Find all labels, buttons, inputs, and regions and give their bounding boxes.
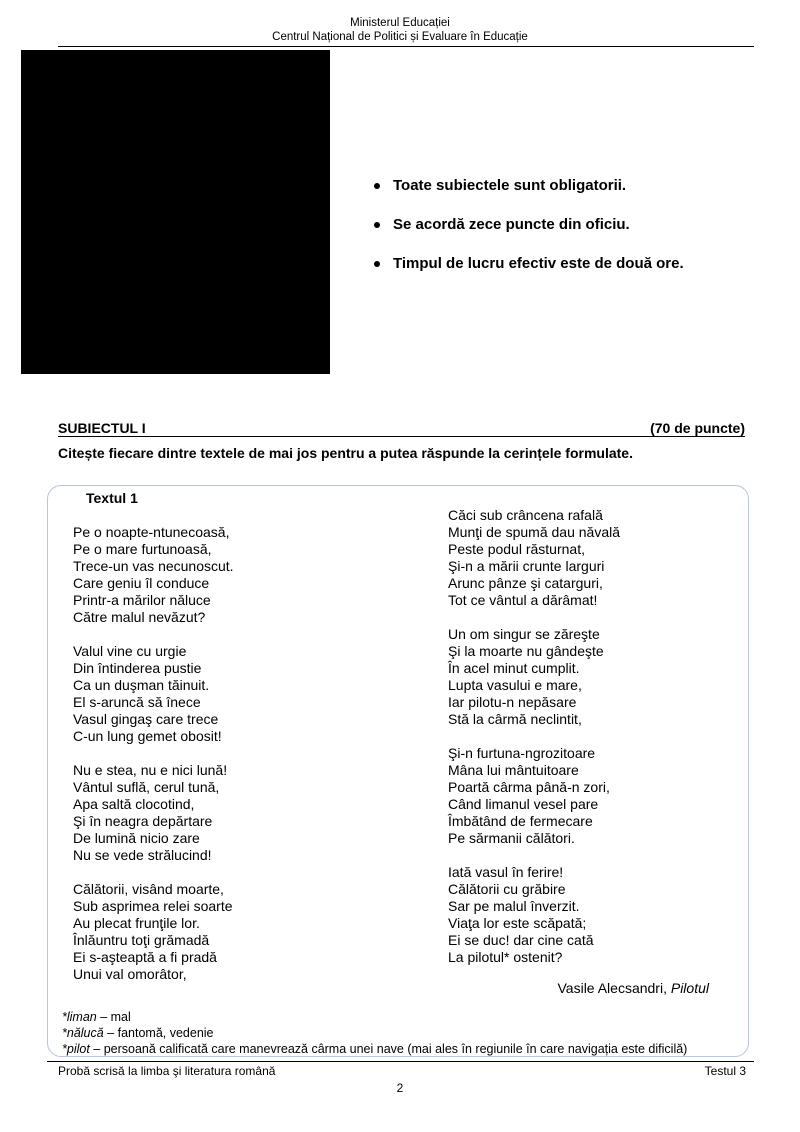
author-signature [558, 980, 710, 996]
stanza-gap [73, 864, 234, 881]
poem-line: Şi în neagra depărtare [73, 813, 213, 829]
redacted-block [21, 50, 330, 374]
poem-line: Apa saltă clocotind, [73, 796, 195, 812]
poem-line: Tot ce vântul a dărâmat! [448, 592, 598, 608]
header-divider [58, 46, 754, 47]
poem-line: Peste podul răsturnat, [448, 541, 585, 557]
poem-line: Ca un duşman tăinuit. [73, 677, 210, 693]
glossary-note [62, 1009, 687, 1025]
poem-line: Trece-un vas necunoscut. [73, 558, 234, 574]
subject-heading [58, 420, 745, 437]
note-term: *nălucă [62, 1026, 104, 1040]
footer-divider [47, 1061, 754, 1062]
subject-instruction: Citește fiecare dintre textele de mai jos pentru a putea răspunde la cerințele formulate. [58, 445, 633, 461]
stanza-gap [448, 609, 620, 626]
poem-line: Iată vasul în ferire! [448, 864, 564, 880]
note-term: *liman [62, 1010, 97, 1024]
poem-line: Iar pilotu-n nepăsare [448, 694, 577, 710]
poem-line: Pe sărmanii călători. [448, 830, 575, 846]
poem-line: Din întinderea pustie [73, 660, 202, 676]
page-header [0, 16, 800, 44]
poem-line: Munţi de spumă dau năvală [448, 524, 620, 540]
poem-line: Viaţa lor este scăpată; [448, 915, 587, 931]
rule-item: Se acordă zece puncte din oficiu. [374, 215, 684, 235]
stanza-gap [448, 728, 620, 745]
text-label: Textul 1 [86, 490, 138, 506]
note-definition: – persoană calificată care manevrează cârma unei nave (mai ales în regiunile în care navigația este dificilă) [89, 1042, 688, 1056]
poem-line: La pilotul* ostenit? [448, 949, 563, 965]
subject-points: (70 de puncte) [650, 420, 745, 436]
rule-item: Timpul de lucru efectiv este de două ore. [374, 254, 684, 274]
poem-line: Sub asprimea relei soarte [73, 898, 233, 914]
subject-title: SUBIECTUL I [58, 420, 146, 436]
note-definition: – mal [96, 1010, 131, 1024]
poem-line: Căci sub crâncena rafală [448, 507, 603, 523]
poem-line: Ei se duc! dar cine cată [448, 932, 594, 948]
stanza-gap [73, 745, 234, 762]
poem-line: Pe o mare furtunoasă, [73, 541, 212, 557]
poem-line: Arunc pânze şi catarguri, [448, 575, 603, 591]
poem-line: Nu se vede strălucind! [73, 847, 212, 863]
poem-line: Vântul suflă, cerul tună, [73, 779, 220, 795]
ministry-name: Ministerul Educației [350, 17, 450, 29]
poem-line: Ei s-aşteaptă a fi pradă [73, 949, 217, 965]
poem-line: Către malul nevăzut? [73, 609, 206, 625]
poem-line: Unui val omorâtor, [73, 966, 187, 982]
poem-line: El s-aruncă să înece [73, 694, 201, 710]
poem-right-column [448, 507, 620, 966]
poem-line: C-un lung gemet obosit! [73, 728, 222, 744]
glossary-note [62, 1025, 687, 1041]
glossary-note [62, 1041, 687, 1057]
poem-line: Călătorii cu grăbire [448, 881, 566, 897]
poem-line: Când limanul vesel pare [448, 796, 599, 812]
poem-line: Îmbătând de fermecare [448, 813, 593, 829]
poem-line: Mâna lui mântuitoare [448, 762, 579, 778]
center-name: Centrul Național de Politici și Evaluare în Educație [272, 31, 528, 43]
poem-title: Pilotul [670, 980, 709, 996]
footer-test-number: Testul 3 [704, 1064, 746, 1078]
poem-line: Care geniu îl conduce [73, 575, 210, 591]
stanza-gap [73, 626, 234, 643]
poem-line: Un om singur se zăreşte [448, 626, 600, 642]
author-name: Vasile Alecsandri, [557, 980, 671, 996]
poem-line: Călătorii, visând moarte, [73, 881, 224, 897]
note-definition: – fantomă, vedenie [103, 1026, 214, 1040]
poem-line: De lumină nicio zare [73, 830, 200, 846]
poem-line: Lupta vasului e mare, [448, 677, 582, 693]
glossary-notes [62, 1009, 687, 1057]
poem-line: Poartă cârma până-n zori, [448, 779, 610, 795]
rule-item: Toate subiectele sunt obligatorii. [374, 176, 684, 196]
poem-line: Înlăuntru toţi grămadă [73, 932, 210, 948]
poem-line: În acel minut cumplit. [448, 660, 580, 676]
poem-line: Vasul gingaş care trece [73, 711, 219, 727]
poem-left-column [73, 524, 234, 983]
note-term: *pilot [62, 1042, 90, 1056]
stanza-gap [448, 847, 620, 864]
poem-line: Au plecat frunţile lor. [73, 915, 200, 931]
poem-line: Sar pe malul înverzit. [448, 898, 580, 914]
exam-rules [374, 176, 684, 293]
poem-line: Pe o noapte-ntunecoasă, [73, 524, 230, 540]
poem-line: Şi-n a mării crunte larguri [448, 558, 605, 574]
poem-line: Şi la moarte nu gândeşte [448, 643, 604, 659]
footer-exam-name: Probă scrisă la limba şi literatura română [58, 1064, 276, 1078]
poem-line: Stă la cârmă neclintit, [448, 711, 582, 727]
poem-line: Nu e stea, nu e nici lună! [73, 762, 228, 778]
poem-line: Valul vine cu urgie [73, 643, 187, 659]
poem-line: Şi-n furtuna-ngrozitoare [448, 745, 596, 761]
poem-line: Printr-a mărilor năluce [73, 592, 211, 608]
page-number: 2 [396, 1081, 404, 1095]
